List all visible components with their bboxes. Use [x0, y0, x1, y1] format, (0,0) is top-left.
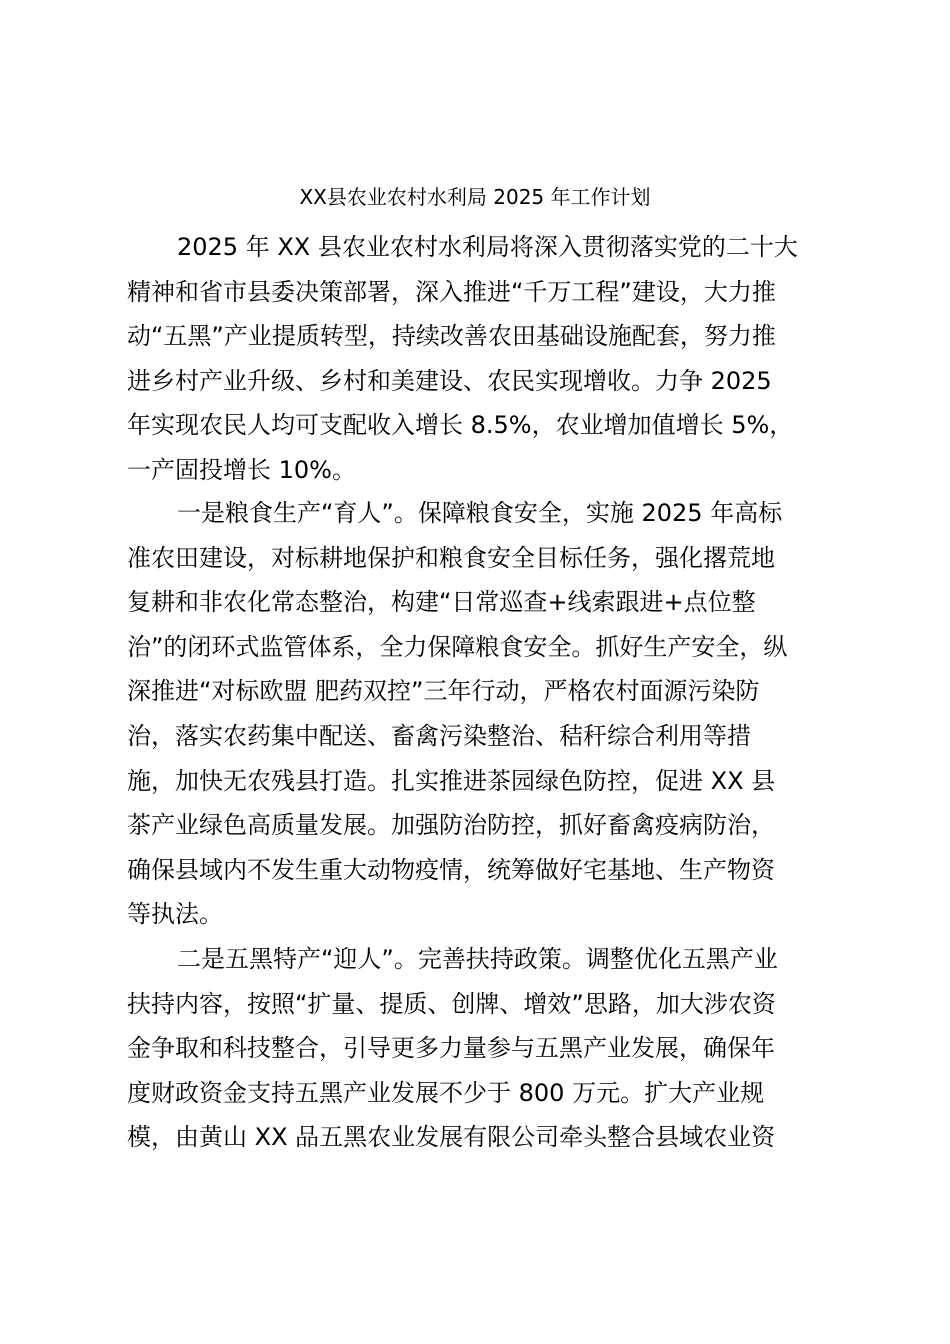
paragraph-line: 年实现农民人均可支配收入增长 8.5%，农业增加值增长 5%，: [127, 411, 794, 440]
paragraph-grain-production: [127, 491, 847, 937]
paragraph-line: 等执法。: [127, 900, 223, 929]
paragraph-line: 二是五黑特产“迎人”。完善扶持政策。调整优化五黑产业: [177, 945, 778, 973]
paragraph-line: 确保县域内不发生重大动物疫情，统筹做好宅基地、生产物资: [127, 855, 775, 884]
paragraph-intro: [127, 225, 847, 493]
paragraph-line: 复耕和非农化常态整治，构建“日常巡查+线索跟进+点位整: [127, 588, 756, 617]
paragraph-line: 施，加快无农残县打造。扎实推进茶园绿色防控，促进 XX 县: [127, 766, 776, 795]
paragraph-line: 度财政资金支持五黑产业发展不少于 800 万元。扩大产业规: [127, 1078, 765, 1107]
paragraph-line: 扶持内容，按照“扩量、提质、创牌、增效”思路，加大涉农资: [127, 989, 776, 1018]
paragraph-line: 2025 年 XX 县农业农村水利局将深入贯彻落实党的二十大: [177, 233, 798, 261]
paragraph-line: 深推进“对标欧盟 肥药双控”三年行动，严格农村面源污染防: [127, 677, 760, 706]
paragraph-line: 进乡村产业升级、乡村和美建设、农民实现增收。力争 2025: [127, 366, 772, 395]
paragraph-line: 茶产业绿色高质量发展。加强防治防控，抓好畜禽疫病防治，: [127, 811, 775, 840]
paragraph-line: 金争取和科技整合，引导更多力量参与五黑产业发展，确保年: [127, 1034, 775, 1063]
paragraph-line: 精神和省市县委决策部署，深入推进“千万工程”建设，大力推: [127, 277, 776, 306]
document-title: XX县农业农村水利局 2025 年工作计划: [299, 185, 651, 209]
paragraph-line: 模，由黄山 XX 品五黑农业发展有限公司牵头整合县域农业资: [127, 1123, 776, 1152]
paragraph-line: 准农田建设，对标耕地保护和粮食安全目标任务，强化撂荒地: [127, 543, 775, 572]
paragraph-line: 一产固投增长 10%。: [127, 455, 356, 484]
paragraph-line: 治，落实农药集中配送、畜禽污染整治、秸秆综合利用等措: [127, 721, 751, 750]
paragraph-wuhei-specialty: [127, 937, 847, 1160]
paragraph-line: 治”的闭环式监管体系，全力保障粮食安全。抓好生产安全，纵: [127, 632, 788, 661]
paragraph-line: 动“五黑”产业提质转型，持续改善农田基础设施配套，努力推: [127, 322, 776, 351]
paragraph-line: 一是粮食生产“育人”。保障粮食安全，实施 2025 年高标: [177, 499, 783, 527]
